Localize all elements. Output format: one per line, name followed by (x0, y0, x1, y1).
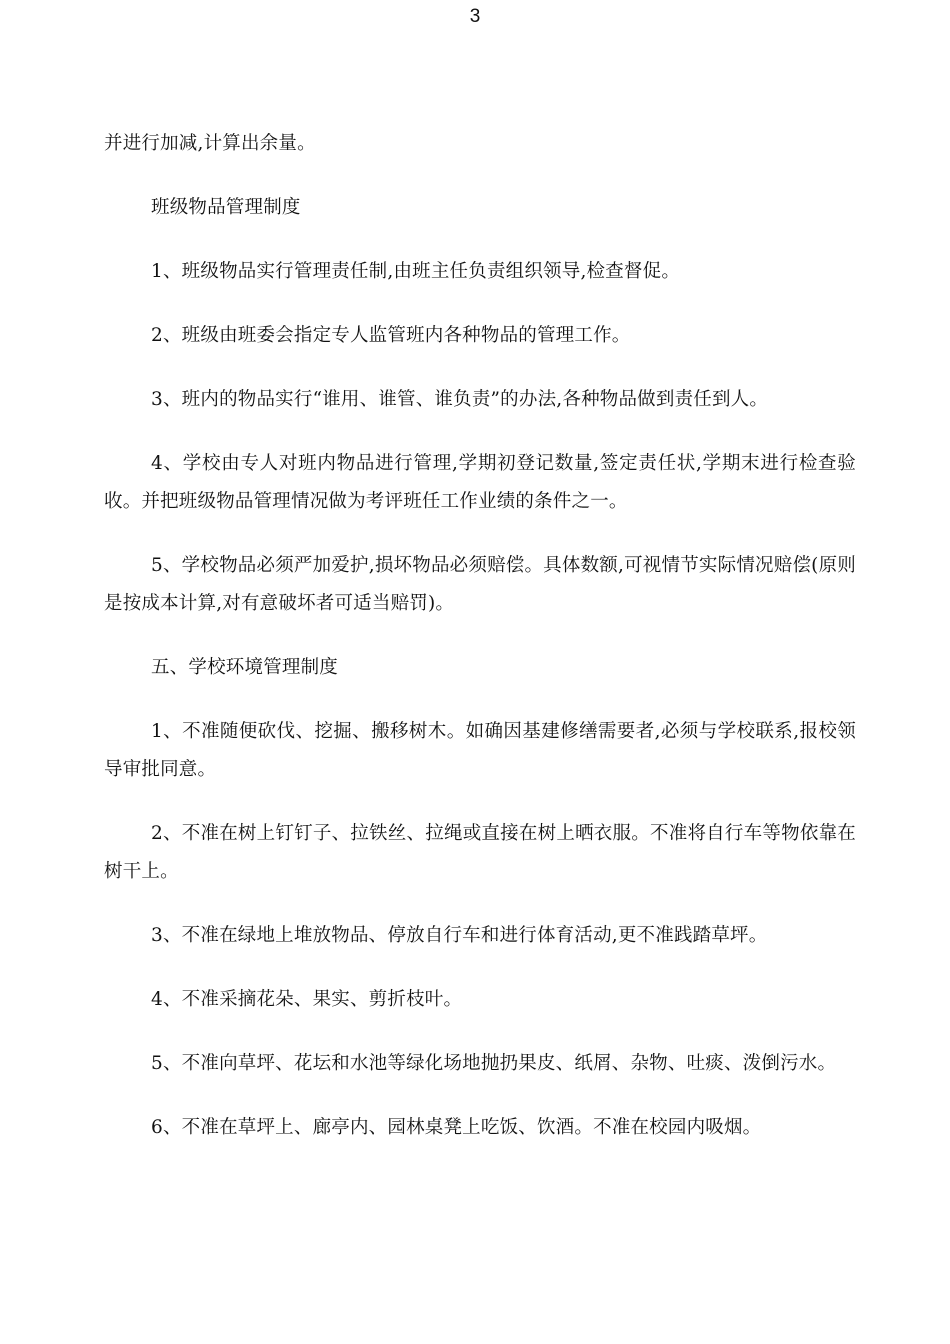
paragraph-env-item-4: 4、不准采摘花朵、果实、剪折枝叶。 (151, 989, 463, 1010)
paragraph-env-item-1: 1、不准随便砍伐、挖掘、搬移树木。如确因基建修缮需要者,必须与学校联系,报校领导审批同意。 (104, 721, 856, 780)
paragraph-item-3: 3、班内的物品实行“谁用、谁管、谁负责”的办法,各种物品做到责任到人。 (151, 389, 769, 410)
paragraph-item-4: 4、学校由专人对班内物品进行管理,学期初登记数量,签定责任状,学期末进行检查验收。并把班级物品管理情况做为考评班任工作业绩的条件之一。 (104, 453, 856, 512)
paragraph-env-item-6: 6、不准在草坪上、廊亭内、园林桌凳上吃饭、饮酒。不准在校园内吸烟。 (151, 1117, 762, 1138)
paragraph-env-item-5: 5、不准向草坪、花坛和水池等绿化场地抛扔果皮、纸屑、杂物、吐痰、泼倒污水。 (151, 1053, 837, 1074)
paragraph-item-1: 1、班级物品实行管理责任制,由班主任负责组织领导,检查督促。 (151, 261, 681, 282)
paragraph-env-item-2: 2、不准在树上钉钉子、拉铁丝、拉绳或直接在树上晒衣服。不准将自行车等物依靠在树干上。 (104, 823, 856, 882)
section-heading-class-items: 班级物品管理制度 (151, 197, 301, 218)
paragraph-env-item-3: 3、不准在绿地上堆放物品、停放自行车和进行体育活动,更不准践踏草坪。 (151, 925, 768, 946)
paragraph-continuation: 并进行加减,计算出余量。 (104, 133, 316, 154)
section-heading-environment: 五、学校环境管理制度 (151, 657, 339, 678)
paragraph-item-5: 5、学校物品必须严加爱护,损坏物品必须赔偿。具体数额,可视情节实际情况赔偿(原则是按成本计算,对有意破坏者可适当赔罚)。 (104, 555, 856, 614)
page-number: 3 (469, 6, 481, 27)
document-body (104, 125, 856, 1173)
paragraph-item-2: 2、班级由班委会指定专人监管班内各种物品的管理工作。 (151, 325, 631, 346)
